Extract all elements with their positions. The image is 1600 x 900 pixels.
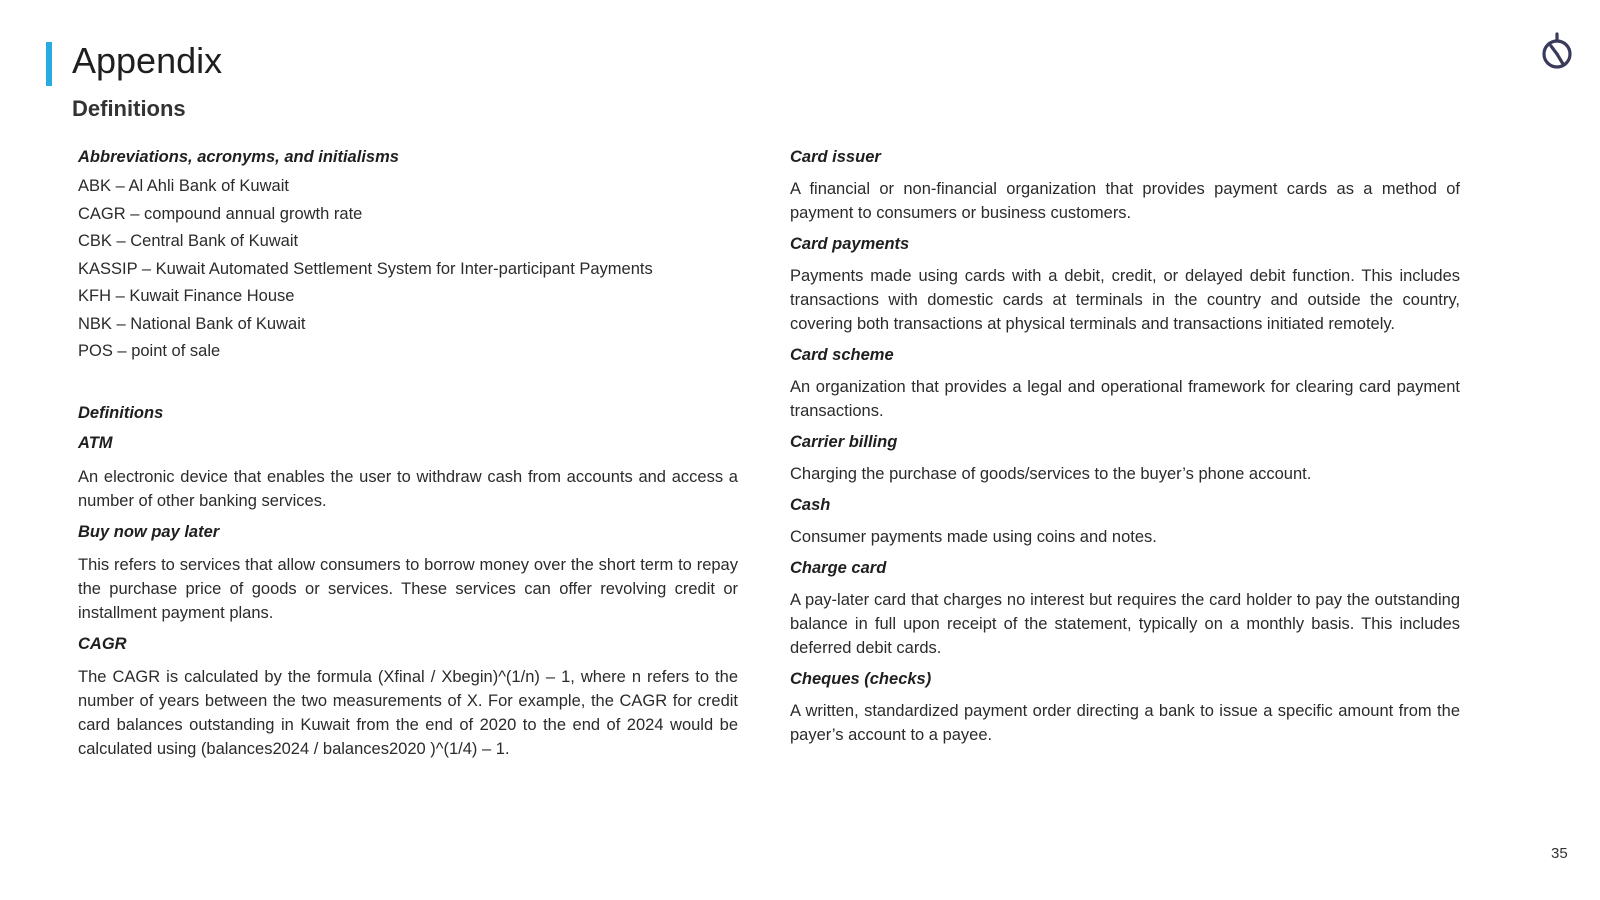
list-item: KASSIP – Kuwait Automated Settlement System for Inter-participant Payments (78, 259, 653, 278)
definition-text: Payments made using cards with a debit, credit, or delayed debit function. This includes transactions with domestic cards at terminals in the country and outside the country, covering both transactions at physical terminals and transactions initiated remotely. (790, 267, 1460, 333)
definition-term: Cheques (checks) (790, 670, 932, 688)
definition-term: Card scheme (790, 346, 894, 364)
definition-term: Carrier billing (790, 433, 898, 451)
list-item: CAGR – compound annual growth rate (78, 204, 363, 223)
definition-text: An organization that provides a legal and operational framework for clearing card payment transactions. (790, 378, 1460, 420)
list-item: NBK – National Bank of Kuwait (78, 314, 306, 333)
definition-term: Charge card (790, 559, 887, 577)
definition-term: Card issuer (790, 148, 881, 166)
abbreviations-heading: Abbreviations, acronyms, and initialisms (78, 148, 399, 166)
definition-text: A pay-later card that charges no interest but requires the card holder to pay the outstanding balance in full upon receipt of the statement, typically on a monthly basis. This includes deferred debit cards. (790, 591, 1460, 657)
left-column (78, 148, 738, 761)
page-subtitle: Definitions (72, 96, 186, 121)
abbreviations-list (78, 173, 738, 366)
definition-term: CAGR (78, 634, 127, 653)
circle-clock-logo-icon (1538, 30, 1578, 74)
definition-text: A financial or non-financial organization that provides payment cards as a method of payment to consumers or business customers. (790, 180, 1460, 222)
title-accent-bar (46, 42, 52, 86)
page-title: Appendix (72, 40, 223, 81)
definition-text: The CAGR is calculated by the formula (Xfinal / Xbegin)^(1/n) – 1, where n refers to the number of years between the two measurements of X. For example, the CAGR for credit card balances outstanding in Kuwait from the end of 2020 to the end of 2024 would be calculated using (balances2024 / balances2020 )^(1/4) – 1. (78, 667, 738, 758)
definition-term: Card payments (790, 235, 910, 253)
right-column (790, 148, 1460, 747)
list-item: POS – point of sale (78, 342, 221, 360)
definition-text: This refers to services that allow consumers to borrow money over the short term to repay the purchase price of goods or services. These services can offer revolving credit or installment payment plans. (78, 555, 738, 622)
definition-text: An electronic device that enables the user to withdraw cash from accounts and access a number of other banking services. (78, 467, 738, 510)
definition-text: Consumer payments made using coins and notes. (790, 528, 1157, 546)
definition-term: Buy now pay later (78, 522, 220, 541)
list-item: KFH – Kuwait Finance House (78, 287, 295, 305)
definition-term: ATM (78, 433, 113, 452)
definition-text: A written, standardized payment order directing a bank to issue a specific amount from the payer’s account to a payee. (790, 702, 1460, 744)
page-number: 35 (1551, 845, 1568, 862)
definitions-heading: Definitions (78, 403, 164, 422)
list-item: CBK – Central Bank of Kuwait (78, 232, 299, 250)
definition-text: Charging the purchase of goods/services to the buyer’s phone account. (790, 465, 1312, 483)
list-item: ABK – Al Ahli Bank of Kuwait (78, 177, 289, 195)
definition-term: Cash (790, 496, 831, 514)
